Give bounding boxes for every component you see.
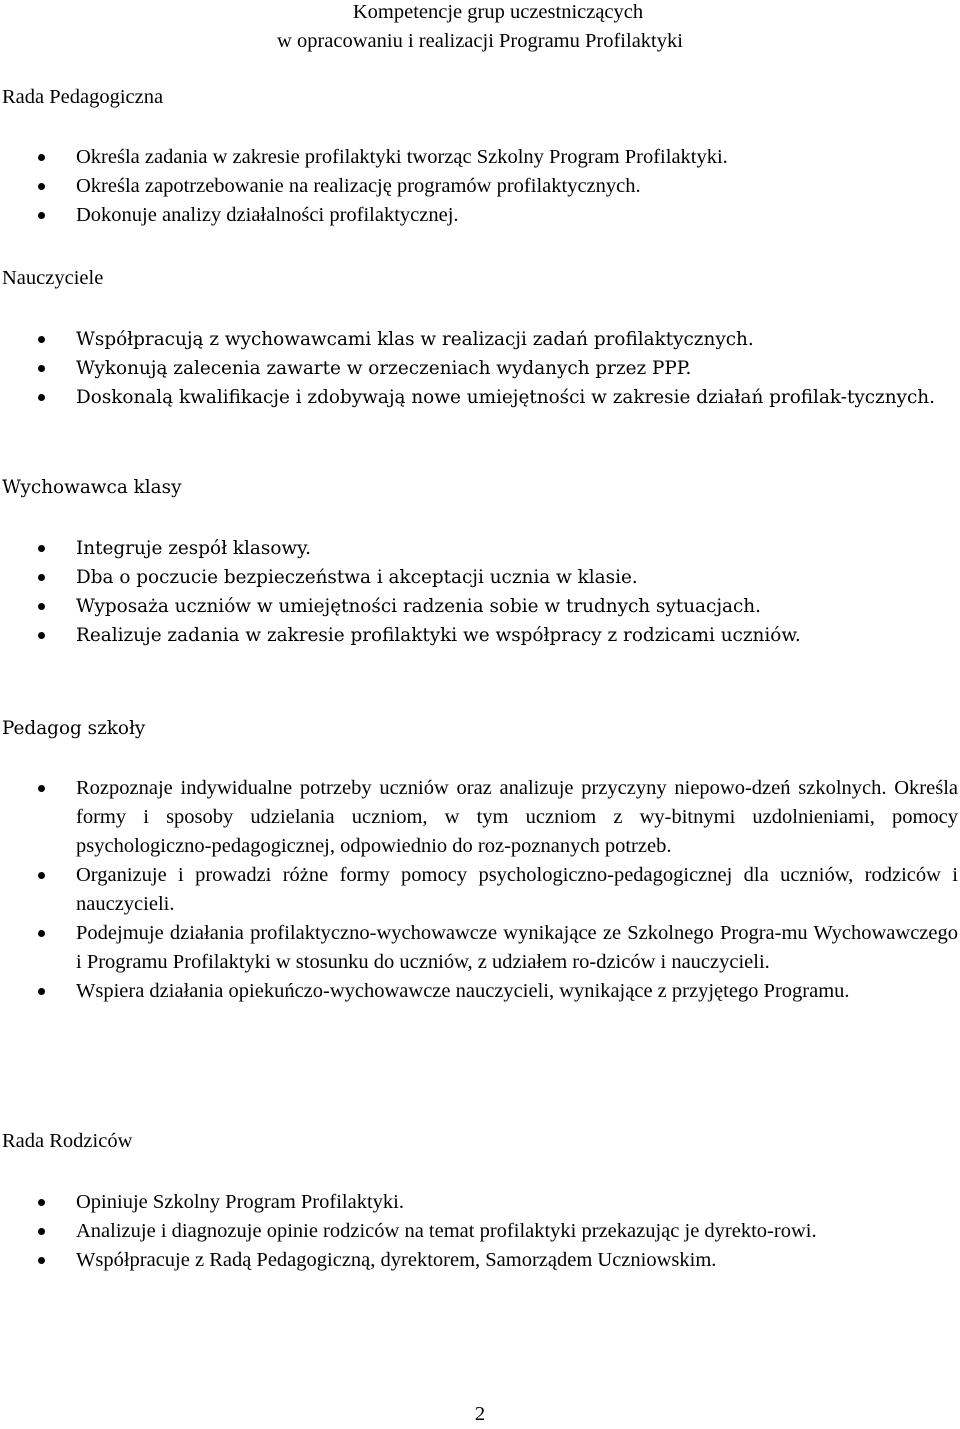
list-item: Określa zapotrzebowanie na realizację programów profilaktycznych. — [0, 172, 880, 201]
bullet-icon — [38, 1199, 45, 1206]
bullet-icon — [38, 212, 45, 219]
list-item: Integruje zespół klasowy. — [0, 534, 900, 563]
list-item: Dokonuje analizy działalności profilaktycznej. — [0, 201, 880, 230]
list-item: Doskonalą kwalifikacje i zdobywają nowe umiejętności w zakresie działań profilak-tycznych. — [0, 383, 940, 412]
bullet-icon — [38, 785, 45, 792]
list-item: Opiniuje Szkolny Program Profilaktyki. — [0, 1188, 958, 1217]
title-line-2: w opracowaniu i realizacji Programu Profilaktyki — [277, 30, 683, 52]
list-item: Realizuje zadania w zakresie profilaktyki we współpracy z rodzicami uczniów. — [0, 621, 900, 650]
section-heading-wychowawca-klasy: Wychowawca klasy — [2, 477, 182, 498]
list-item: Organizuje i prowadzi różne formy pomocy psychologiczno-pedagogicznej dla uczniów, rodziców i nauczycieli. — [0, 861, 958, 919]
bullet-icon — [38, 394, 45, 401]
bullet-icon — [38, 603, 45, 610]
page-title — [0, 0, 960, 56]
list-item: Współpracują z wychowawcami klas w realizacji zadań profilaktycznych. — [0, 325, 940, 354]
section-heading-pedagog-szkoly: Pedagog szkoły — [2, 718, 146, 739]
page-number: 2 — [474, 1403, 486, 1425]
bullet-icon — [38, 988, 45, 995]
list-item: Wspiera działania opiekuńczo-wychowawcze nauczycieli, wynikające z przyjętego Programu. — [0, 977, 958, 1006]
list-rada-rodzicow — [0, 1188, 958, 1275]
bullet-icon — [38, 154, 45, 161]
section-heading-rada-pedagogiczna: Rada Pedagogiczna — [2, 86, 164, 108]
list-item: Analizuje i diagnozuje opinie rodziców na temat profilaktyki przekazując je dyrekto-rowi. — [0, 1217, 958, 1246]
list-item: Rozpoznaje indywidualne potrzeby uczniów oraz analizuje przyczyny niepowo-dzeń szkolnych. Określa formy i sposoby udzielania uczniom, w tym uczniom z wy-bitnymi uzdolnieniami, pomocy psychologiczno-pedagogicznej, odpowiednio do roz-poznanych potrzeb. — [0, 774, 958, 861]
list-item: Wykonują zalecenia zawarte w orzeczeniach wydanych przez PPP. — [0, 354, 940, 383]
bullet-icon — [38, 1228, 45, 1235]
list-item: Podejmuje działania profilaktyczno-wychowawcze wynikające ze Szkolnego Progra-mu Wychowawczego i Programu Profilaktyki w stosunku do uczniów, z udziałem ro-dziców i nauczycieli. — [0, 919, 958, 977]
list-item: Dba o poczucie bezpieczeństwa i akceptacji ucznia w klasie. — [0, 563, 900, 592]
bullet-icon — [38, 930, 45, 937]
bullet-icon — [38, 336, 45, 343]
list-rada-pedagogiczna — [0, 143, 880, 230]
bullet-icon — [38, 365, 45, 372]
list-item: Wyposaża uczniów w umiejętności radzenia sobie w trudnych sytuacjach. — [0, 592, 900, 621]
bullet-icon — [38, 1257, 45, 1264]
title-line-1: Kompetencje grup uczestniczących — [352, 1, 644, 23]
list-pedagog-szkoly — [0, 774, 958, 1006]
section-heading-nauczyciele: Nauczyciele — [2, 267, 104, 289]
list-nauczyciele — [0, 325, 940, 412]
list-item: Współpracuje z Radą Pedagogiczną, dyrektorem, Samorządem Uczniowskim. — [0, 1246, 958, 1275]
bullet-icon — [38, 574, 45, 581]
bullet-icon — [38, 632, 45, 639]
list-item: Określa zadania w zakresie profilaktyki tworząc Szkolny Program Profilaktyki. — [0, 143, 880, 172]
section-heading-rada-rodzicow: Rada Rodziców — [2, 1130, 133, 1152]
bullet-icon — [38, 545, 45, 552]
bullet-icon — [38, 183, 45, 190]
bullet-icon — [38, 872, 45, 879]
list-wychowawca-klasy — [0, 534, 900, 650]
